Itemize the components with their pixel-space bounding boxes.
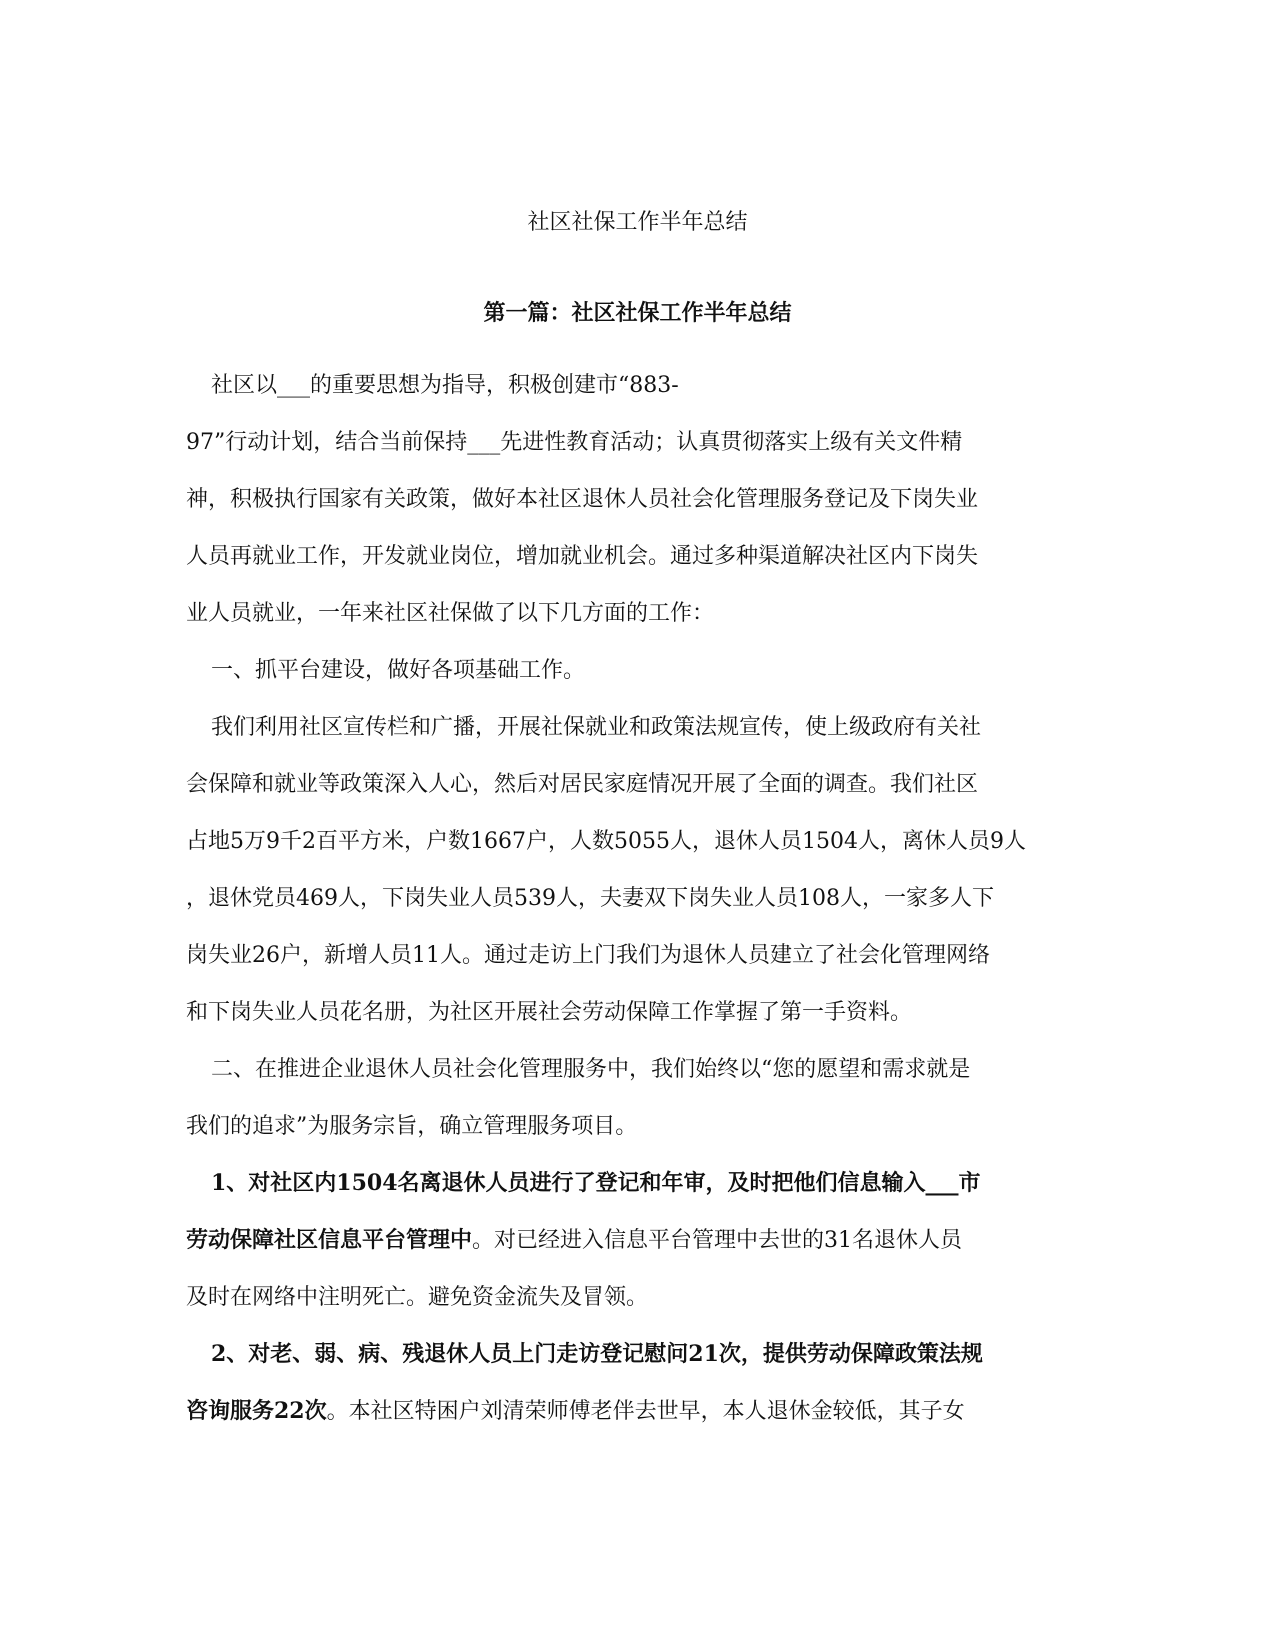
paragraph-line: 我们的追求”为服务宗旨，确立管理服务项目。 xyxy=(186,1114,638,1139)
normal-text: 。本社区特困户刘清荣师傅老伴去世早，本人退休金较低，其子女 xyxy=(326,1399,965,1424)
paragraph-line: 我们利用社区宣传栏和广播，开展社保就业和政策法规宣传，使上级政府有关社 xyxy=(211,715,982,740)
paragraph-line: 业人员就业，一年来社区社保做了以下几方面的工作： xyxy=(186,601,715,626)
paragraph-line: 岗失业26户，新增人员11人。通过走访上门我们为退休人员建立了社会化管理网络 xyxy=(186,943,990,968)
section-item-line: 二、在推进企业退休人员社会化管理服务中，我们始终以“您的愿望和需求就是 xyxy=(211,1057,971,1082)
paragraph-line: ，退休党员469人，下岗失业人员539人，夫妻双下岗失业人员108人，一家多人下 xyxy=(186,886,994,911)
bold-item-line: 2、对老、弱、病、残退休人员上门走访登记慰问21次，提供劳动保障政策法规 xyxy=(211,1341,983,1367)
document-body xyxy=(186,357,1086,1440)
paragraph-line: 神，积极执行国家有关政策，做好本社区退休人员社会化管理服务登记及下岗失业 xyxy=(186,487,979,512)
normal-text: 。对已经进入信息平台管理中去世的31名退休人员 xyxy=(472,1228,963,1253)
bold-text: 劳动保障社区信息平台管理中 xyxy=(186,1227,473,1253)
paragraph-line: 和下岗失业人员花名册，为社区开展社会劳动保障工作掌握了第一手资料。 xyxy=(186,1000,913,1025)
bold-text: 咨询服务22次 xyxy=(186,1398,327,1424)
mixed-line xyxy=(186,1212,1086,1269)
mixed-line xyxy=(186,1383,1086,1440)
bold-item-line: 1、对社区内1504名离退休人员进行了登记和年审，及时把他们信息输入___市 xyxy=(211,1170,981,1196)
document-title: 社区社保工作半年总结 xyxy=(527,210,748,235)
paragraph-line: 及时在网络中注明死亡。避免资金流失及冒领。 xyxy=(186,1285,649,1310)
paragraph-line: 占地5万9千2百平方米，户数1667户，人数5055人，退休人员1504人，离休人员9人 xyxy=(186,829,1026,854)
paragraph-line: 会保障和就业等政策深入人心，然后对居民家庭情况开展了全面的调查。我们社区 xyxy=(186,772,979,797)
paragraph-line: 社区以___的重要思想为指导，积极创建市“883- xyxy=(211,373,679,398)
section-item-line: 一、抓平台建设，做好各项基础工作。 xyxy=(211,658,586,683)
section-heading: 第一篇：社区社保工作半年总结 xyxy=(483,300,792,326)
paragraph-line: 人员再就业工作，开发就业岗位，增加就业机会。通过多种渠道解决社区内下岗失 xyxy=(186,544,979,569)
paragraph-line: 97”行动计划，结合当前保持___先进性教育活动；认真贯彻落实上级有关文件精 xyxy=(186,430,963,455)
